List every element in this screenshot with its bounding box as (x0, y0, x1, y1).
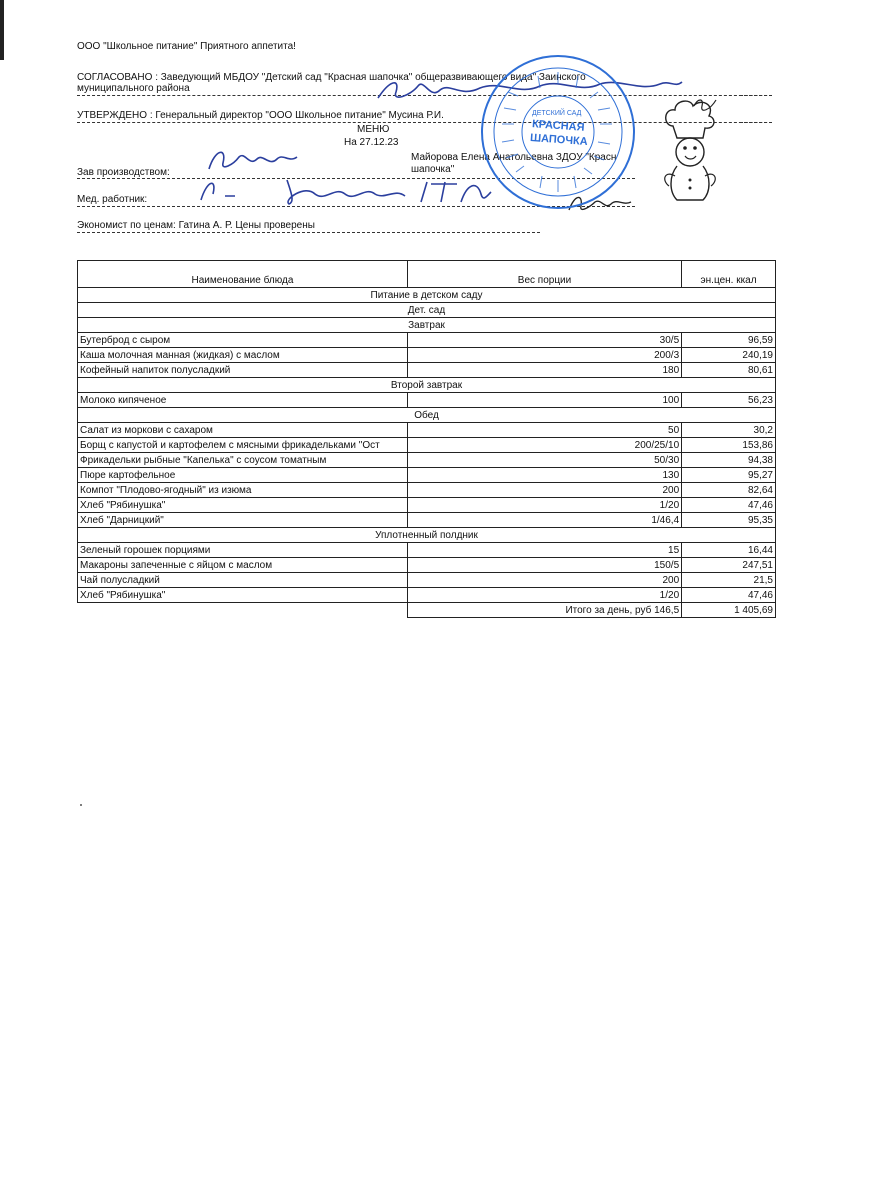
section-label: Обед (78, 408, 776, 423)
portion-weight: 100 (407, 393, 681, 408)
table-row (78, 543, 776, 558)
table-row (78, 498, 776, 513)
portion-weight: 130 (407, 468, 681, 483)
section-label: Второй завтрак (78, 378, 776, 393)
kcal-value: 47,46 (682, 588, 776, 603)
kcal-value: 153,86 (682, 438, 776, 453)
kcal-value: 95,35 (682, 513, 776, 528)
portion-weight: 1/46,4 (407, 513, 681, 528)
kcal-value: 96,59 (682, 333, 776, 348)
table-row (78, 348, 776, 363)
small-mark (690, 94, 720, 118)
dish-name: Салат из моркови с сахаром (78, 423, 408, 438)
kcal-value: 56,23 (682, 393, 776, 408)
kcal-value: 47,46 (682, 498, 776, 513)
stamp-text-3: ШАПОЧКА (529, 132, 589, 148)
portion-weight: 15 (407, 543, 681, 558)
table-row (78, 363, 776, 378)
dish-name: Хлеб "Рябинушка" (78, 588, 408, 603)
dish-name: Хлеб "Дарницкий" (78, 513, 408, 528)
dish-name: Борщ с капустой и картофелем с мясными фрикадельками "Ост (78, 438, 408, 453)
table-row (78, 468, 776, 483)
section-row (78, 528, 776, 543)
column-header-kcal: эн.цен. ккал (682, 261, 776, 288)
total-row (78, 603, 776, 618)
dish-name: Зеленый горошек порциями (78, 543, 408, 558)
agreed-line-2: муниципального района (77, 83, 190, 94)
kcal-value: 95,27 (682, 468, 776, 483)
total-empty-cell (78, 603, 408, 618)
portion-weight: 200/25/10 (407, 438, 681, 453)
dish-name: Кофейный напиток полусладкий (78, 363, 408, 378)
table-row (78, 573, 776, 588)
dish-name: Чай полусладкий (78, 573, 408, 588)
kcal-value: 16,44 (682, 543, 776, 558)
menu-date: На 27.12.23 (344, 137, 399, 148)
scan-edge (0, 0, 4, 60)
scan-speck (80, 804, 82, 806)
kcal-value: 21,5 (682, 573, 776, 588)
round-stamp (478, 52, 638, 212)
portion-weight: 180 (407, 363, 681, 378)
economist-underline (77, 232, 540, 233)
column-header-weight: Вес порции (407, 261, 681, 288)
portion-weight: 150/5 (407, 558, 681, 573)
portion-weight: 1/20 (407, 498, 681, 513)
menu-table-body (78, 261, 776, 618)
dish-name: Бутерброд с сыром (78, 333, 408, 348)
portion-weight: 200 (407, 573, 681, 588)
portion-weight: 200/3 (407, 348, 681, 363)
kcal-value: 240,19 (682, 348, 776, 363)
portion-weight: 30/5 (407, 333, 681, 348)
section-row (78, 318, 776, 333)
section-row (78, 288, 776, 303)
dish-name: Компот "Плодово-ягодный" из изюма (78, 483, 408, 498)
section-label: Завтрак (78, 318, 776, 333)
portion-weight: 50/30 (407, 453, 681, 468)
table-row (78, 438, 776, 453)
kcal-value: 80,61 (682, 363, 776, 378)
stamp-text-1: ДЕТСКИЙ САД (532, 110, 582, 117)
medic-signature (195, 172, 495, 208)
section-row (78, 303, 776, 318)
table-row (78, 333, 776, 348)
dish-name: Молоко кипяченое (78, 393, 408, 408)
dish-name: Хлеб "Рябинушка" (78, 498, 408, 513)
right-dash-2 (740, 122, 772, 123)
table-row (78, 513, 776, 528)
economist-line: Экономист по ценам: Гатина А. Р. Цены проверены (77, 220, 315, 231)
total-label: Итого за день, руб 146,5 (407, 603, 681, 618)
agreed-line-1: СОГЛАСОВАНО : Заведующий МБДОУ "Детский сад "Красная шапочка" общеразвивающего вида" Заинского (77, 72, 586, 83)
menu-table (77, 260, 776, 618)
portion-weight: 50 (407, 423, 681, 438)
kcal-value: 94,38 (682, 453, 776, 468)
table-row (78, 558, 776, 573)
section-label: Питание в детском саду (78, 288, 776, 303)
kcal-value: 30,2 (682, 423, 776, 438)
approved-line: УТВЕРЖДЕНО : Генеральный директор "ООО Школьное питание" Мусина Р.И. (77, 110, 444, 121)
production-name-2: шапочка" (411, 164, 455, 175)
table-row (78, 453, 776, 468)
medic-label: Мед. работник: (77, 194, 148, 205)
table-row (78, 393, 776, 408)
portion-weight: 200 (407, 483, 681, 498)
table-row (78, 588, 776, 603)
dish-name: Каша молочная манная (жидкая) с маслом (78, 348, 408, 363)
section-label: Дет. сад (78, 303, 776, 318)
section-label: Уплотненный полдник (78, 528, 776, 543)
right-dash-1 (740, 95, 772, 96)
table-header-row (78, 261, 776, 288)
kcal-value: 82,64 (682, 483, 776, 498)
stamp-text-2: КРАСНАЯ (531, 118, 585, 134)
menu-title: МЕНЮ (357, 124, 390, 135)
section-row (78, 408, 776, 423)
table-row (78, 423, 776, 438)
company-line: ООО "Школьное питание" Приятного аппетита! (77, 41, 296, 52)
table-row (78, 483, 776, 498)
dish-name: Фрикадельки рыбные "Капелька" с соусом томатным (78, 453, 408, 468)
production-label: Зав производством: (77, 167, 170, 178)
dish-name: Пюре картофельное (78, 468, 408, 483)
kcal-value: 247,51 (682, 558, 776, 573)
column-header-dish: Наименование блюда (78, 261, 408, 288)
dish-name: Макароны запеченные с яйцом с маслом (78, 558, 408, 573)
section-row (78, 378, 776, 393)
total-kcal: 1 405,69 (682, 603, 776, 618)
portion-weight: 1/20 (407, 588, 681, 603)
production-name-1: Майорова Елена Анатольевна ЗДОУ "Красн (411, 152, 617, 163)
